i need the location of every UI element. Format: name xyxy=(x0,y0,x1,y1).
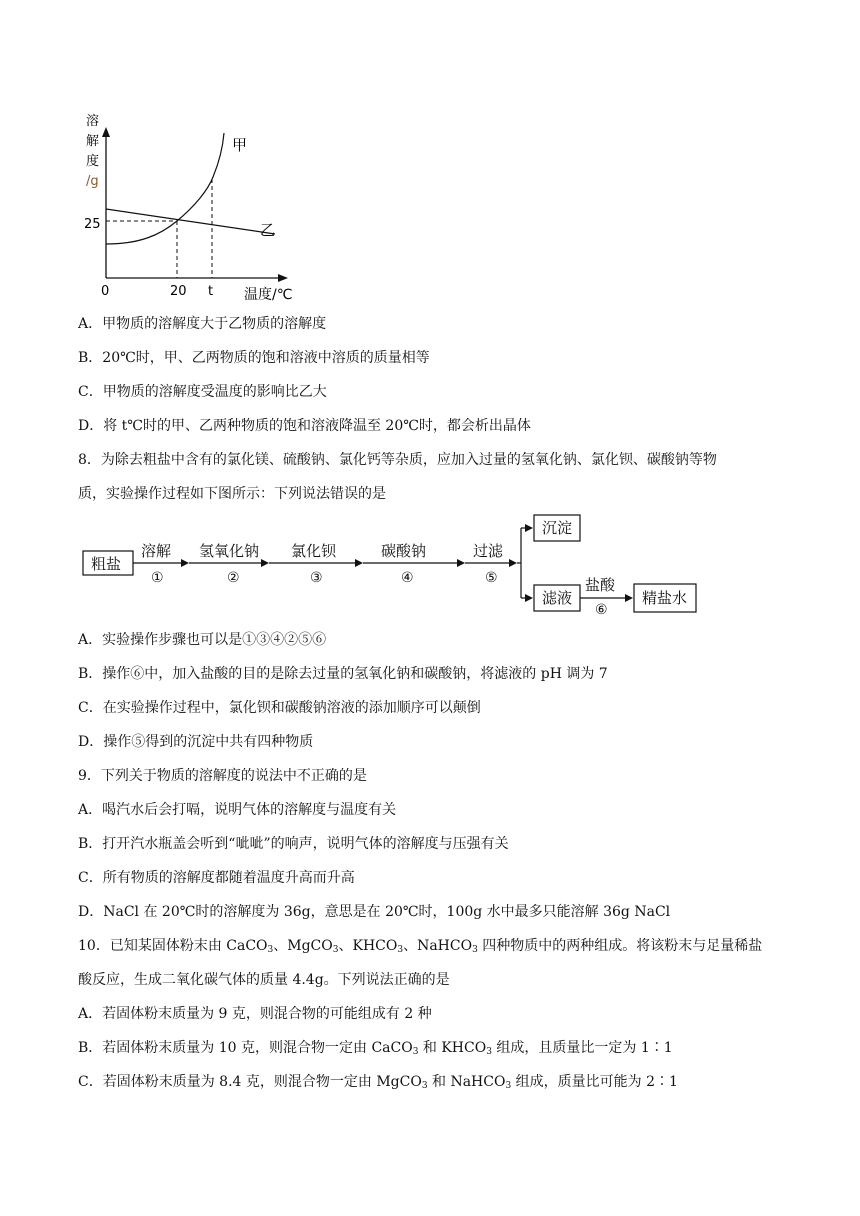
flow-step-1-num: ① xyxy=(151,570,164,586)
flow-step-1-label: 溶解 xyxy=(141,542,172,560)
q8-stem-line-1: 8．为除去粗盐中含有的氯化镁、硫酸钠、氯化钙等杂质，应加入过量的氢氧化钠、氯化钡、碳酸钠等物 xyxy=(78,452,717,468)
y-axis-label-4: /g xyxy=(86,174,99,189)
flow-step-3-num: ③ xyxy=(310,570,323,586)
series-yi-line xyxy=(106,209,275,234)
purification-flowchart xyxy=(75,510,715,620)
q9-stem: 9．下列关于物质的溶解度的说法中不正确的是 xyxy=(78,768,367,784)
q9-option-a: A．喝汽水后会打嗝，说明气体的溶解度与温度有关 xyxy=(78,802,397,818)
q9-option-b: B．打开汽水瓶盖会听到“呲呲”的响声，说明气体的溶解度与压强有关 xyxy=(78,836,509,852)
flow-end-label: 精盐水 xyxy=(642,589,688,607)
q8-stem-line-2: 质，实验操作过程如下图所示：下列说法错误的是 xyxy=(78,486,386,502)
q8-option-b: B．操作⑥中，加入盐酸的目的是除去过量的氢氧化钠和碳酸钠，将滤液的 pH 调为 7 xyxy=(78,666,608,682)
q8-option-a: A．实验操作步骤也可以是①③④②⑤⑥ xyxy=(78,632,327,648)
flow-step-4-num: ④ xyxy=(401,570,414,586)
y-axis-label-1: 溶 xyxy=(86,114,100,129)
q7-option-b: B．20℃时，甲、乙两物质的饱和溶液中溶质的质量相等 xyxy=(78,350,430,366)
x-tick-20: 20 xyxy=(170,284,187,299)
flow-step-5-label: 过滤 xyxy=(473,542,504,560)
q7-option-a: A．甲物质的溶解度大于乙物质的溶解度 xyxy=(78,316,327,332)
flow-step-2-num: ② xyxy=(227,570,240,586)
q9-option-c: C．所有物质的溶解度都随着温度升高而升高 xyxy=(78,870,355,886)
y-axis-arrow xyxy=(102,127,110,137)
flow-step-4-label: 碳酸钠 xyxy=(381,542,427,560)
series-yi-label: 乙 xyxy=(260,221,276,239)
flow-acid-num: ⑥ xyxy=(595,602,608,618)
series-jia-curve xyxy=(106,133,224,244)
q9-option-d: D．NaCl 在 20℃时的溶解度为 36g，意思是在 20℃时，100g 水中最多只能溶解 36g NaCl xyxy=(78,904,671,920)
flow-start-label: 粗盐 xyxy=(91,555,122,573)
flow-precipitate-label: 沉淀 xyxy=(542,519,573,537)
x-axis-arrow xyxy=(278,274,288,282)
y-axis-label-2: 解 xyxy=(86,134,100,149)
solubility-chart xyxy=(70,105,370,305)
q10-stem-line-1: 10．已知某固体粉末由 CaCO$_3$、MgCO$_3$、$KHCO_3$、NaHCO$_3$ 四种物质中的两种组成。将该粉末与足量稀盐 xyxy=(78,938,763,955)
x-tick-t: t xyxy=(208,284,214,299)
flow-step-2-label: 氢氧化钠 xyxy=(199,542,260,560)
q10-option-b: B．若固体粉末质量为 10 克，则混合物一定由 CaCO$_3$ 和 $KHCO_3$ 组成，且质量比一定为 1∶1 xyxy=(78,1040,673,1057)
flow-step-3-label: 氯化钡 xyxy=(291,542,337,560)
series-jia-label: 甲 xyxy=(232,136,248,154)
flow-acid-label: 盐酸 xyxy=(585,576,616,594)
q7-option-d: D．将 t℃时的甲、乙两种物质的饱和溶液降温至 20℃时，都会析出晶体 xyxy=(78,418,531,434)
q8-option-c: C．在实验操作过程中，氯化钡和碳酸钠溶液的添加顺序可以颠倒 xyxy=(78,700,481,716)
flow-filtrate-label: 滤液 xyxy=(542,589,573,607)
x-tick-0: 0 xyxy=(101,284,110,299)
flow-step-5-num: ⑤ xyxy=(485,570,498,586)
q10-option-c: C．若固体粉末质量为 8.4 克，则混合物一定由 MgCO$_3$ 和 NaHCO$_3$ 组成，质量比可能为 2∶1 xyxy=(78,1074,678,1091)
y-axis-label-3: 度 xyxy=(86,154,100,169)
q10-option-a: A．若固体粉末质量为 9 克，则混合物的可能组成有 2 种 xyxy=(78,1006,432,1022)
x-axis-label: 温度/℃ xyxy=(244,287,293,303)
y-tick-25: 25 xyxy=(84,217,101,232)
q8-option-d: D．操作⑤得到的沉淀中共有四种物质 xyxy=(78,734,314,750)
q7-option-c: C．甲物质的溶解度受温度的影响比乙大 xyxy=(78,384,327,400)
q10-stem-line-2: 酸反应，生成二氧化碳气体的质量 4.4g。下列说法正确的是 xyxy=(78,972,450,988)
